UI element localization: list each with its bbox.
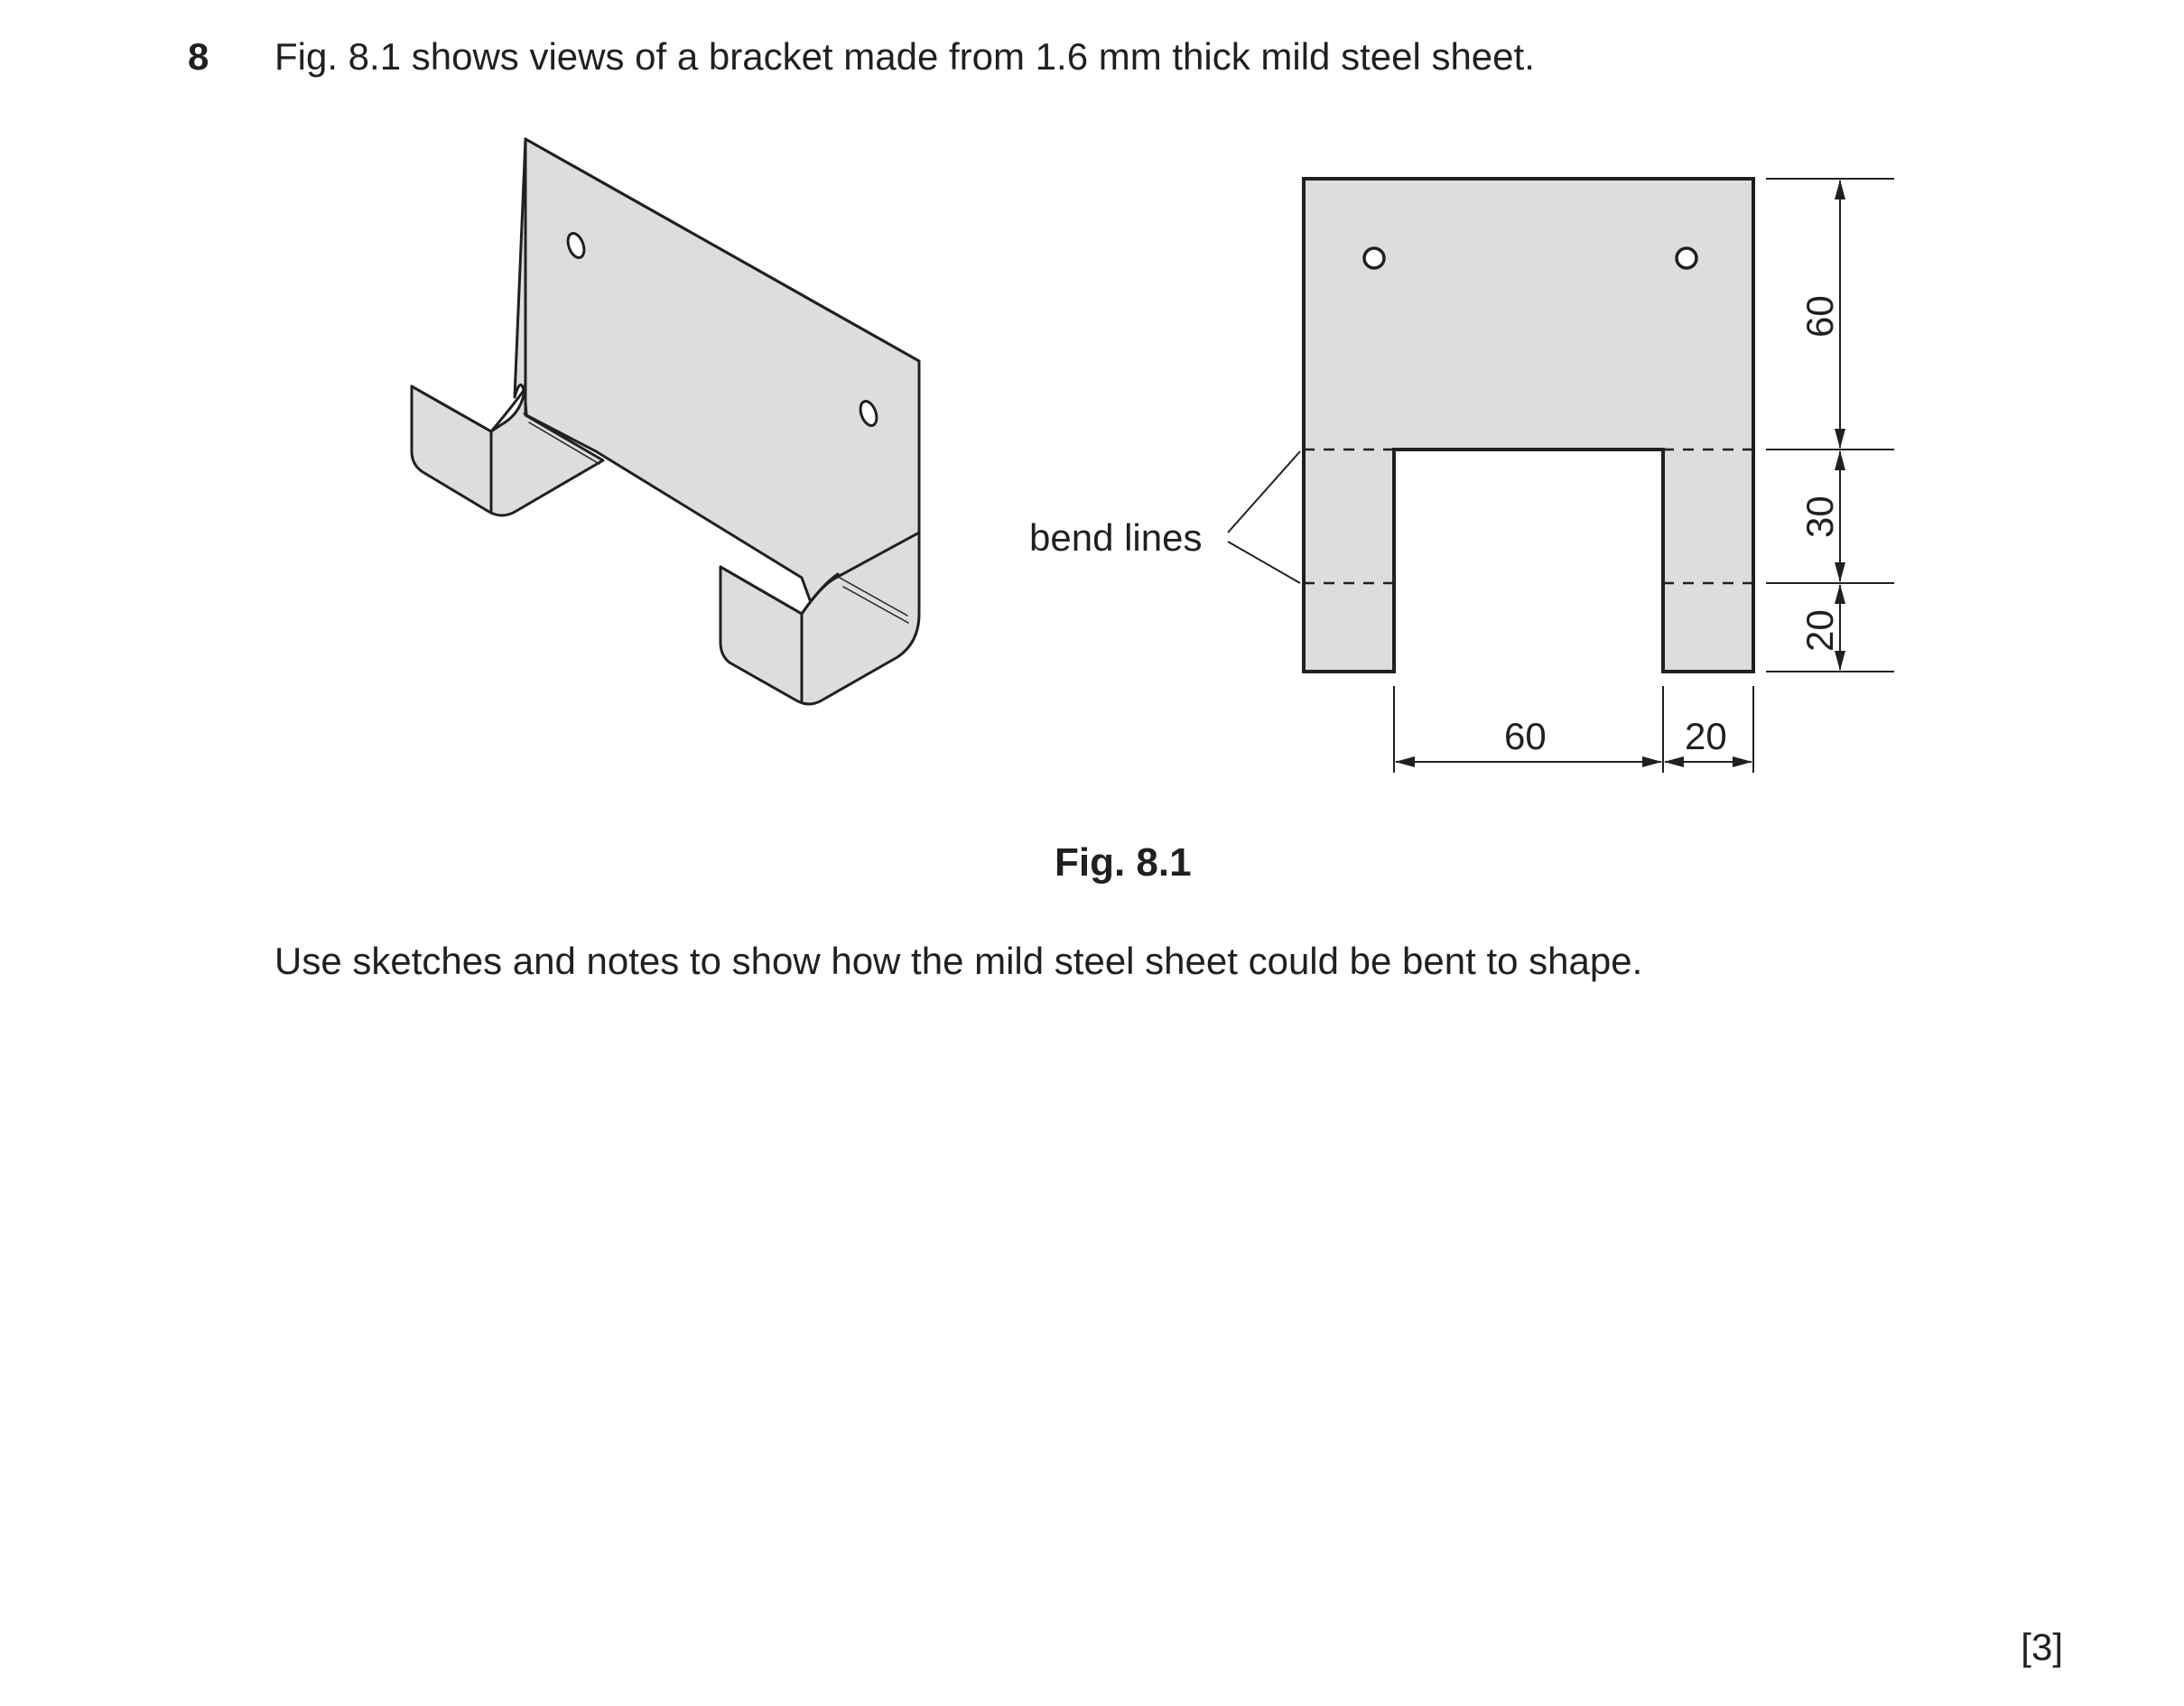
question-task: Use sketches and notes to show how the mild steel sheet could be bent to shape. (274, 940, 1643, 982)
figure-caption: Fig. 8.1 (1055, 840, 1192, 885)
hole (1677, 248, 1696, 268)
question-number: 8 (188, 35, 209, 78)
marks: [3] (2021, 1626, 2063, 1668)
answer-space[interactable] (274, 1011, 2062, 1607)
dim-leg-width: 20 (1685, 715, 1727, 757)
development-view (1029, 179, 1894, 773)
dim-gap-width: 60 (1504, 715, 1547, 757)
pictorial-view (412, 139, 919, 704)
dim-top-height: 60 (1798, 295, 1841, 338)
question-stem: Fig. 8.1 shows views of a bracket made from 1.6 mm thick mild steel sheet. (274, 35, 1535, 78)
bend-lines-label: bend lines (1029, 516, 1203, 559)
dim-bottom-height: 20 (1798, 609, 1841, 652)
dim-middle-height: 30 (1798, 496, 1841, 538)
hole (1364, 248, 1384, 268)
